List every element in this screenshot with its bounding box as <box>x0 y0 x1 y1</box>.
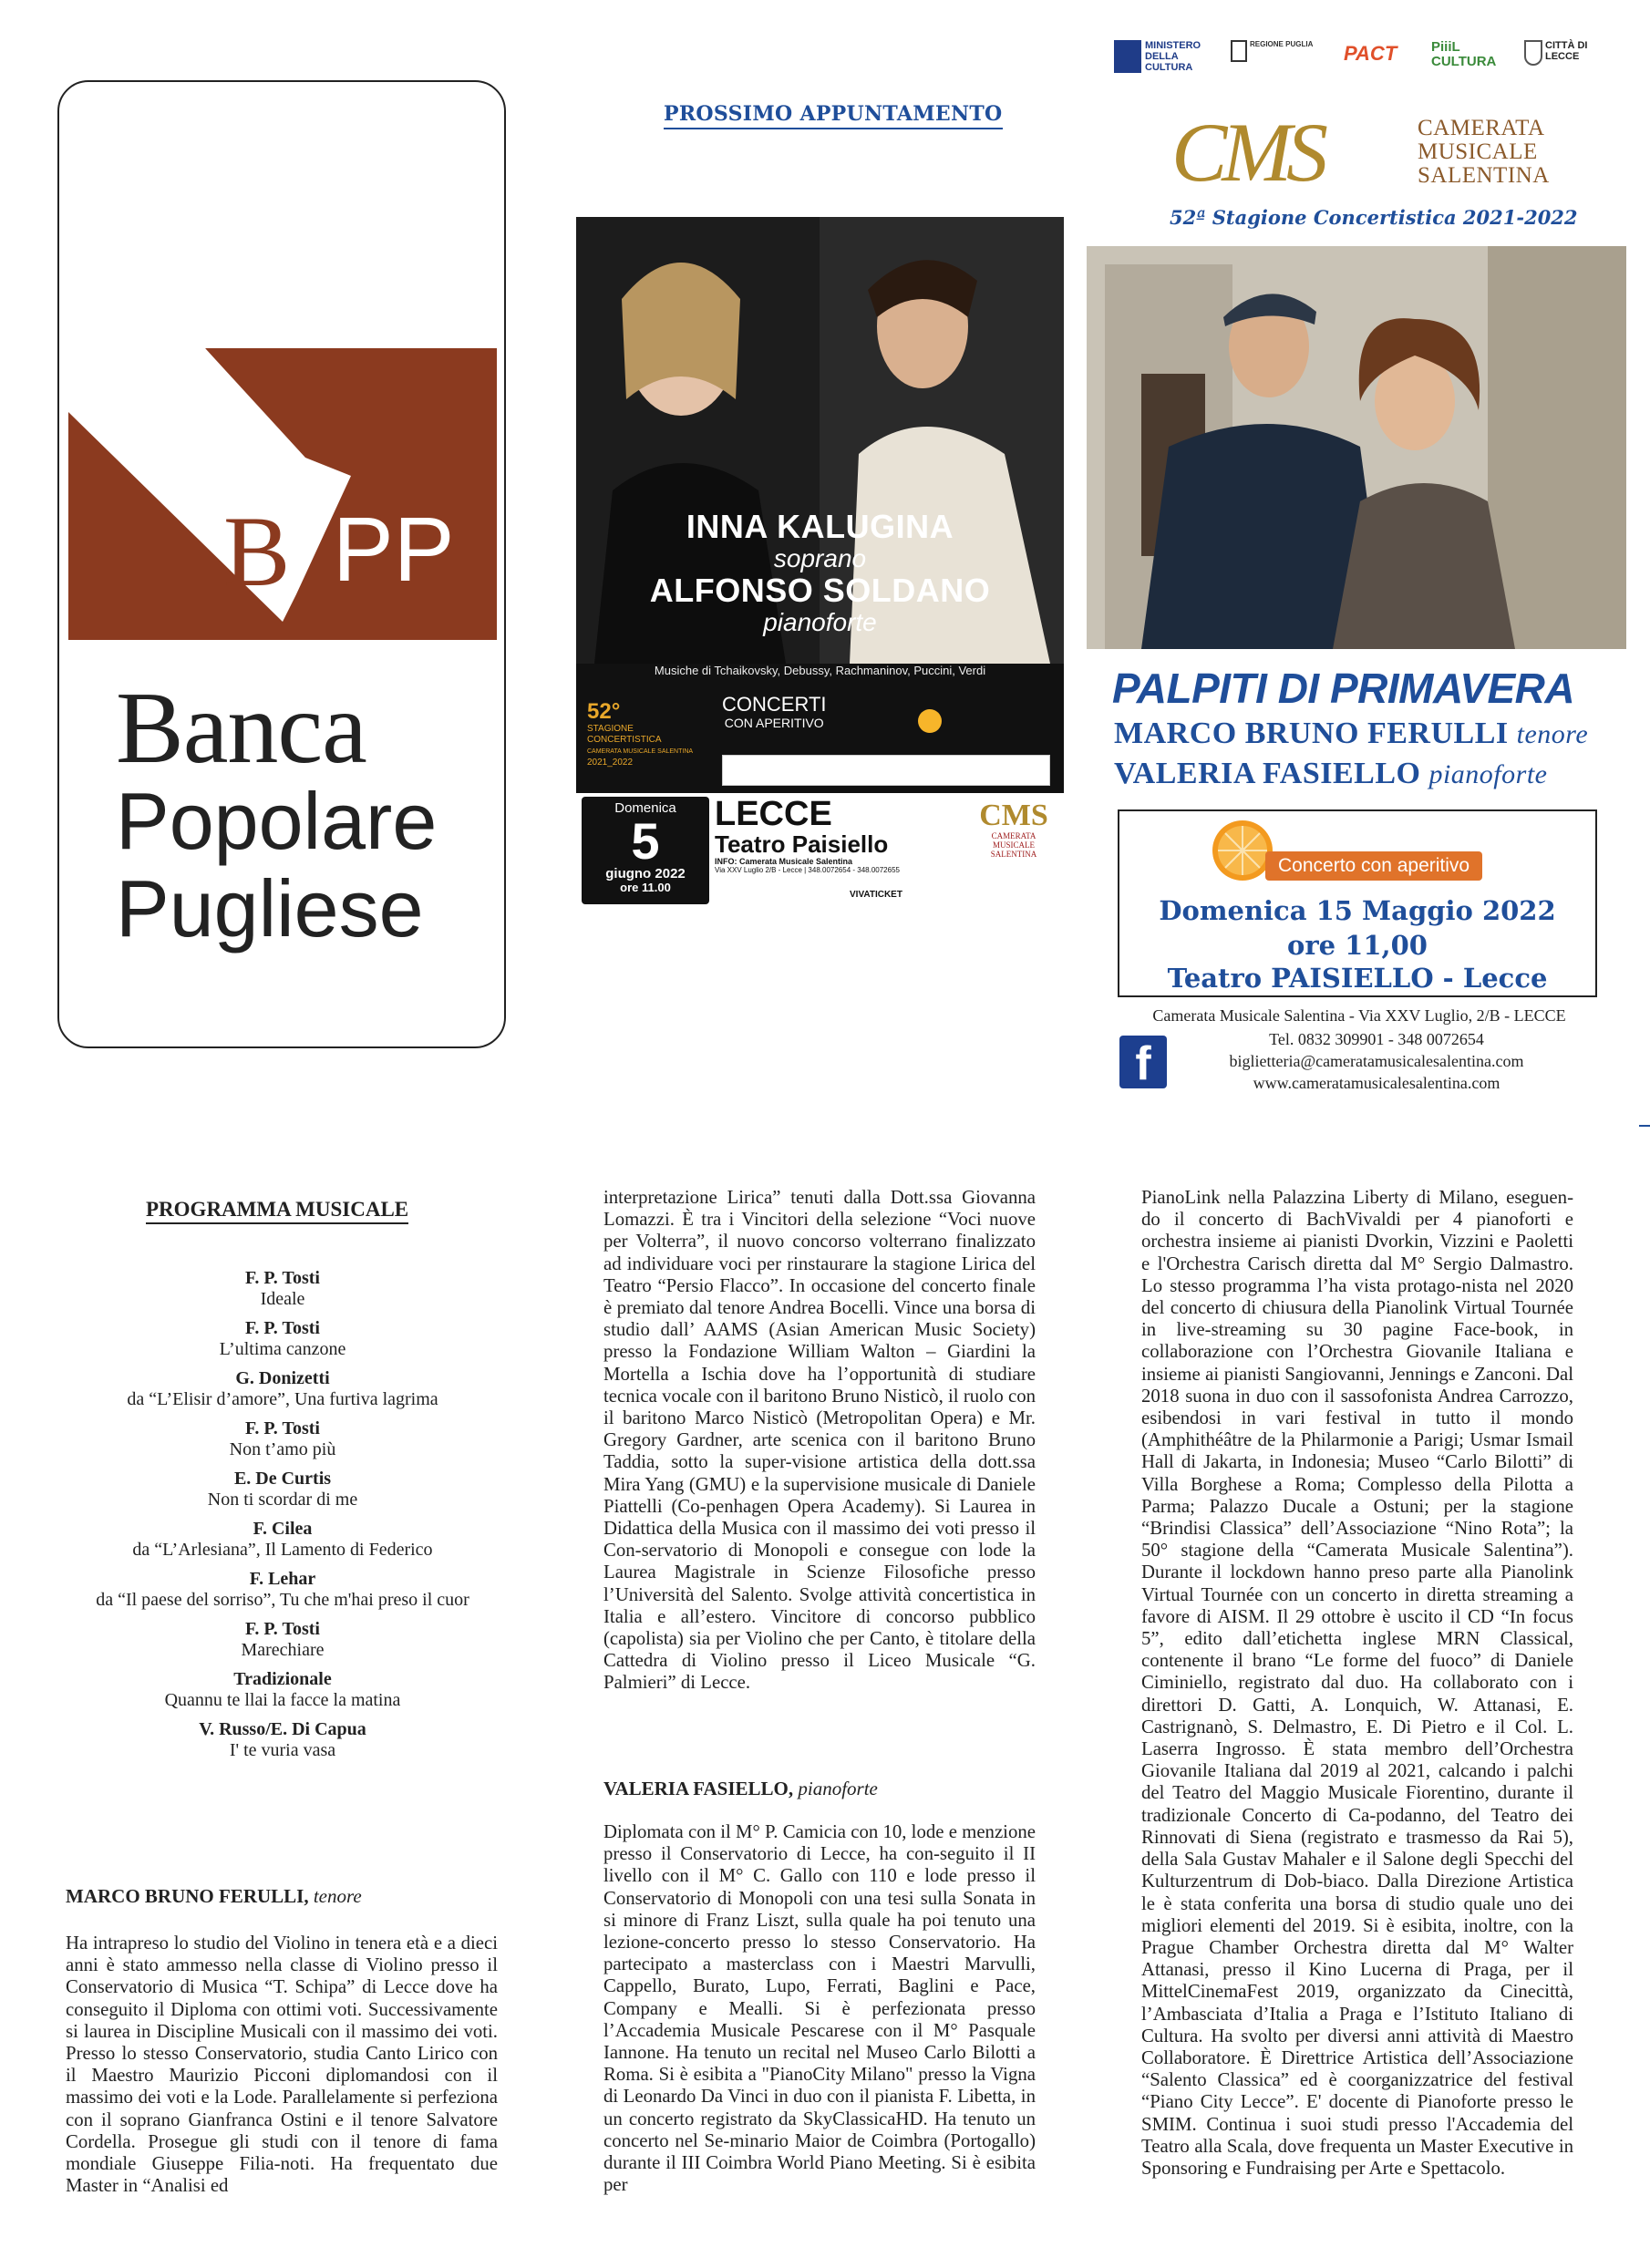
contact-phone: Tel. 0832 309901 - 348 0072654 <box>1269 1030 1484 1048</box>
cms-name-l1: CAMERATA <box>1418 116 1545 140</box>
piece-work: Quannu te llai la facce la matina <box>164 1690 401 1710</box>
poster-cms-mark: CMS <box>979 799 1048 832</box>
next-appointment-title: PROSSIMO APPUNTAMENTO <box>664 102 1003 129</box>
piece-composer: V. Russo/E. Di Capua <box>199 1719 366 1739</box>
performer-2-name: VALERIA FASIELLO <box>1114 757 1421 790</box>
bio-ferulli-role: tenore <box>313 1885 362 1907</box>
cms-logo-mark: CMS <box>1171 108 1323 199</box>
piece-work: L’ultima canzone <box>219 1339 346 1359</box>
piece-work: Marechiare <box>241 1640 325 1660</box>
bank-name-line3: Pugliese <box>116 863 424 954</box>
program-title: PROGRAMMA MUSICALE <box>146 1198 408 1224</box>
poster-info: INFO: Camerata Musicale Salentina <box>715 857 853 866</box>
poster-orange-icon <box>918 709 942 733</box>
bio-fasiello-heading <box>603 1778 878 1800</box>
program-piece <box>64 1418 501 1460</box>
bio-fasiello-text: Diplomata con il M° P. Camicia con 10, lode e menzione presso il Conservatorio di Lecce, ha con-seguito il II livello con il M° C. Gallo con 110 e lode presso il Conservatorio di Monopoli con una tesi sulla Sonata in si minore di Franz Liszt, sulla quale ha poi tenuto una lezione-concerto presso lo stesso Conservatorio. Ha partecipato a masterclass con i Maestri Marvulli, Cappello, Burato, Lupo, Ferrati, Baglini e Pace, Company e Mealli. Si è perfezionata presso l’Accademia Musicale Pescarese con il M° Pasquale Iannone. Ha tenuto un recital nel Museo Carlo Bilotti a Roma. Si è esibita a "PianoCity Milano" presso la Vigna di Leonardo Da Vinci in duo con il pianista F. Libetta, in un concerto registrato da SkyClassicaHD. Ha tenuto un concerto nel Se-minario Maior de Coimbra (Portogallo) durante il III Coimbra World Piano Meeting. Si è esibita per <box>603 1821 1036 2196</box>
program-piece <box>64 1267 501 1310</box>
poster-city: LECCE <box>715 795 832 833</box>
bank-name-line1: Banca <box>116 672 366 785</box>
concert-title: PALPITI DI PRIMAVERA <box>1112 665 1575 712</box>
logo-piiil: PiiiL CULTURA <box>1431 39 1497 69</box>
cms-name-l2: MUSICALE <box>1418 139 1538 164</box>
poster-name1: INNA KALUGINA <box>686 508 954 545</box>
poster-cms-l1: CAMERATA <box>991 831 1036 840</box>
poster-stagione-l2: CONCERTISTICA <box>587 735 662 745</box>
program-piece <box>64 1367 501 1410</box>
contact-address: Camerata Musicale Salentina - Via XXV Luglio, 2/B - LECCE <box>1152 1006 1566 1025</box>
program-piece <box>64 1468 501 1510</box>
bank-name-line2: Popolare <box>116 776 438 866</box>
piece-composer: E. De Curtis <box>233 1469 332 1489</box>
contact-email[interactable]: biglietteria@cameratamusicalesalentina.com <box>1229 1052 1524 1070</box>
bio-fasiello-continued: PianoLink nella Palazzina Liberty di Milano, eseguen-do il concerto di BachVivaldi per 4 pianoforti e orchestra insieme ai pianisti Dvorkin, Vizzini e Paoletti e l'Orchestra Carisch diretta dal M° Sergio Dalmastro. Lo stesso programma l’ha vista protago-nista nel 2020 del concerto di chiusura della Pianolink Virtual Tournée in live-streaming su 30 pagine Face-book, in collaborazione con l’Orchestra Giovanile Italiana e insieme ai pianisti Sangiovanni, Jennings e Zanconi. Dal 2018 suona in duo con il sassofonista Andrea Carrozzo, esibendosi in vari festival in tutto il mondo (Amphithéâtre de la Philarmonie a Parigi; Usmar Ismail Hall di Jakarta, in Indonesia; Museo “Carlo Bilotti” di Villa Borghese a Roma; Complesso della Pilotta a Parma; Palazzo Ducale a Ostuni; per la stagione “Brindisi Classica” dell’Associazione “Nino Rota”; la 50° stagione della “Camerata Musicale Salentina”). Durante il lockdown hanno preso parte alla Pianolink Virtual Tournée con un concerto in diretta streaming a favore di AISM. Il 29 ottobre è uscito il CD “In focus 5”, edito dall’etichetta inglese MRN Classical, contenente il brano “Le forme del fuoco” di Daniele Ciminiello, registrato dal duo. Ha collaborato con i direttori D. Gatti, A. Lonquich, W. Attanasi, E. Castrignanò, S. Delmastro, E. Di Pietro e il Col. L. Laserra Ingrosso. È stata membro dell’Orchestra Giovanile Italiana dal 2019 al 2021, calcando i palchi del Teatro del Maggio Musicale Fiorentino, durante il tradizionale Concerto di Ca-podanno, del Teatro dei Rinnovati di Siena (registrato e trasmesso da Rai 5), della Sala Gustav Mahaler e il Salone degli Specchi del Kulturzentrum di Dob-biaco. Dalla Direzione Artistica le è stata conferita una borsa di studio quale uno dei migliori elementi del 2019. Si è esibita, inoltre, con la Prague Chamber Orchestra diretta dal M° Walter Attanasi, presso il Kino Lucerna di Praga, per il MittelCinemaFest 2019, organizzato da Cinecittà, l’Ambasciata d’Italia a Praga e l’Istituto Italiano di Cultura. Ha svolto per diversi anni attività di Maestro Collaboratore. È Direttrice Artistica dell’Associazione “Salento Classica” ed è coorganizzatrice del festival “Piano City Lecce”. E' docente di Pianoforte presso le SMIM. Continua i suoi studi presso l'Accademia del Teatro alla Scala, dove frequenta un Master Executive in Sponsoring e Fundraising per Arte e Spettacolo. <box>1141 1187 1573 2179</box>
poster-venue <box>715 797 943 874</box>
logo-regione-text: REGIONE PUGLIA <box>1250 40 1314 48</box>
poster-date <box>582 797 709 904</box>
contact-website[interactable]: www.cameratamusicalesalentina.com <box>1253 1074 1500 1092</box>
edge-mark <box>1639 1125 1650 1127</box>
next-concert-poster <box>576 217 1064 912</box>
bank-name <box>116 672 438 954</box>
piece-composer: G. Donizetti <box>235 1368 330 1388</box>
poster-program: Musiche di Tchaikovsky, Debussy, Rachmaninov, Puccini, Verdi <box>654 664 986 677</box>
program-piece <box>64 1668 501 1711</box>
event-date: Domenica 15 Maggio 2022 <box>1159 895 1556 926</box>
poster-role1: soprano <box>773 544 867 572</box>
facebook-icon[interactable]: f <box>1119 1036 1167 1088</box>
poster-performers <box>576 509 1064 636</box>
bpp-logo-b: B <box>223 496 291 607</box>
photo-building-right <box>1488 246 1626 649</box>
poster-logos-strip <box>722 755 1050 786</box>
bpp-logo <box>68 348 497 640</box>
piece-work: Non ti scordar di me <box>207 1490 358 1510</box>
bpp-logo-pp: PP <box>333 499 455 601</box>
piece-work: Non t’amo più <box>229 1439 336 1459</box>
program-piece <box>64 1568 501 1611</box>
piece-work: da “L’Arlesiana”, Il Lamento di Federico <box>132 1540 433 1560</box>
poster-day: 5 <box>631 812 660 870</box>
poster-day-label: Domenica <box>614 800 676 816</box>
bio-ferulli-heading <box>66 1885 362 1908</box>
regione-shield-icon <box>1231 40 1247 62</box>
poster-aperitivo-l1: CONCERTI <box>722 693 827 716</box>
piece-composer: F. Cilea <box>253 1519 313 1539</box>
ministero-icon <box>1114 40 1141 73</box>
program-piece <box>64 1317 501 1360</box>
poster-stagione-l3: CAMERATA MUSICALE SALENTINA <box>587 748 694 755</box>
performer-2 <box>1114 757 1547 791</box>
duo-photo <box>1087 246 1626 649</box>
event-venue: Teatro PAISIELLO - Lecce <box>1167 963 1548 994</box>
performer-2-role: pianoforte <box>1428 759 1548 789</box>
poster-month-year: giugno 2022 <box>605 866 686 881</box>
logo-ministero-text: MINISTERO DELLA CULTURA <box>1145 40 1201 73</box>
bio-ferulli-continued: interpretazione Lirica” tenuti dalla Dott.ssa Giovanna Lomazzi. È tra i Vincitori della selezione “Voci nuove per Volterra”, il nuovo concorso volterrano finalizzato ad individuare voci per rinstaurare la stagione Lirica del Teatro “Persio Flacco”. In occasione del concerto finale è premiato dal tenore Andrea Bocelli. Vince una borsa di studio dall’ AAMS (Asian American Music Society) presso la Fondazione William Walton – Giardini la Mortella a Ischia dove ha l’opportunità di studiare tecnica vocale con il baritono Bruno Nisticò, il ruolo con il baritono Marco Nisticò (Metropolitan Opera) e Mr. Gregory Gardner, arte scenica con il baritono Bruno Taddia, sotto la super-visione artistica della dott.ssa Mira Yang (GMU) e la supervisione musicale di Daniele Piattelli (Co-penhagen Opera Academy). Si Laurea in Didattica della Musica con il massimo dei voti presso il Con-servatorio di Monopoli e consegue con lode la Laurea Magistrale in Scienze Filosofiche presso l’Università del Salento. Svolge attività concertistica in Italia e all’estero. Vincitore di concorso pubblico (capolista) sia per Violino che per Canto, è titolare della Cattedra di Violino presso il Liceo Musicale “G. Palmieri” di Lecce. <box>603 1187 1036 1694</box>
bio-ferulli-text: Ha intrapreso lo studio del Violino in tenera età e a dieci anni è stato ammesso nella classe di Violino presso il Conservatorio di Musica “T. Schipa” di Lecce dove ha conseguito il Diploma con ottimi voti. Successivamente si laurea in Discipline Musicali con il massimo dei voti. Presso lo stesso Conservatorio, studia Canto Lirico con il Maestro Maurizio Picconi diplomandosi con il massimo dei voti e la Lode. Parallelamente si perfeziona con il soprano Gianfranca Ostini e il tenore Salvatore Cordella. Prosegue gli studi con il tenore di fama mondiale Giuseppe Filia-noti. Ha frequentato due Master in “Analisi ed <box>66 1933 498 2197</box>
lecce-crest-icon <box>1524 40 1542 66</box>
poster-venue-name: Teatro Paisiello <box>715 830 889 858</box>
logo-regione <box>1231 40 1340 82</box>
piece-composer: F. P. Tosti <box>245 1318 320 1338</box>
bio-fasiello-role: pianoforte <box>798 1778 878 1799</box>
sponsor-card <box>57 80 506 1048</box>
logo-pact: PACT <box>1344 42 1397 65</box>
program-piece <box>64 1618 501 1661</box>
poster-role2: pianoforte <box>763 608 877 636</box>
aperitivo-badge: Concerto con aperitivo <box>1265 851 1482 881</box>
performer-1 <box>1114 716 1588 751</box>
season-subtitle: 52ª Stagione Concertistica 2021-2022 <box>1170 206 1578 229</box>
piece-composer: F. Lehar <box>249 1569 316 1589</box>
poster-stagione-l1: STAGIONE <box>587 724 634 734</box>
cms-logo <box>1171 108 1354 199</box>
piece-work: I' te vuria vasa <box>229 1740 336 1760</box>
poster-info-address: Via XXV Luglio 2/B - Lecce | 348.0072654 - 348.0072655 <box>715 866 900 874</box>
photo-pianist-dress <box>1333 483 1515 649</box>
cms-name <box>1418 117 1550 188</box>
poster-name2: ALFONSO SOLDANO <box>649 572 991 609</box>
poster-stagione-l4: 2021_2022 <box>587 758 634 768</box>
poster-aperitivo-l2: CON APERITIVO <box>724 716 824 730</box>
poster-cms-l2: MUSICALE <box>992 840 1035 850</box>
piece-work: da “L’Elisir d’amore”, Una furtiva lagrima <box>127 1389 438 1409</box>
poster-time: ore 11.00 <box>620 881 671 894</box>
piece-composer: Tradizionale <box>233 1669 332 1689</box>
poster-aperitivo <box>722 693 827 732</box>
performer-1-role: tenore <box>1516 719 1589 749</box>
poster-stagione-num: 52° <box>587 699 621 724</box>
poster-vivaticket: VIVATICKET <box>850 890 902 900</box>
poster-cms-logo <box>968 800 1059 859</box>
event-box <box>1118 809 1597 997</box>
program-list <box>64 1267 501 1768</box>
bio-fasiello-name: VALERIA FASIELLO, <box>603 1778 794 1799</box>
performer-1-name: MARCO BRUNO FERULLI <box>1114 716 1509 750</box>
event-time: ore 11,00 <box>1287 930 1428 961</box>
logo-citta-lecce-text: CITTÀ DI LECCE <box>1545 40 1588 62</box>
program-piece <box>64 1518 501 1561</box>
poster-cms-l3: SALENTINA <box>990 850 1037 859</box>
piece-work: da “Il paese del sorriso”, Tu che m'hai preso il cuor <box>96 1590 469 1610</box>
program-piece <box>64 1718 501 1761</box>
institution-logos <box>1114 40 1606 86</box>
logo-citta-lecce <box>1524 40 1606 82</box>
piece-composer: F. P. Tosti <box>245 1418 320 1438</box>
logo-ministero <box>1114 40 1223 82</box>
piece-composer: F. P. Tosti <box>245 1268 320 1288</box>
bio-ferulli-name: MARCO BRUNO FERULLI, <box>66 1885 309 1907</box>
piece-composer: F. P. Tosti <box>245 1619 320 1639</box>
piece-work: Ideale <box>260 1289 305 1309</box>
poster-stagione <box>587 700 706 768</box>
cms-name-l3: SALENTINA <box>1418 163 1550 188</box>
